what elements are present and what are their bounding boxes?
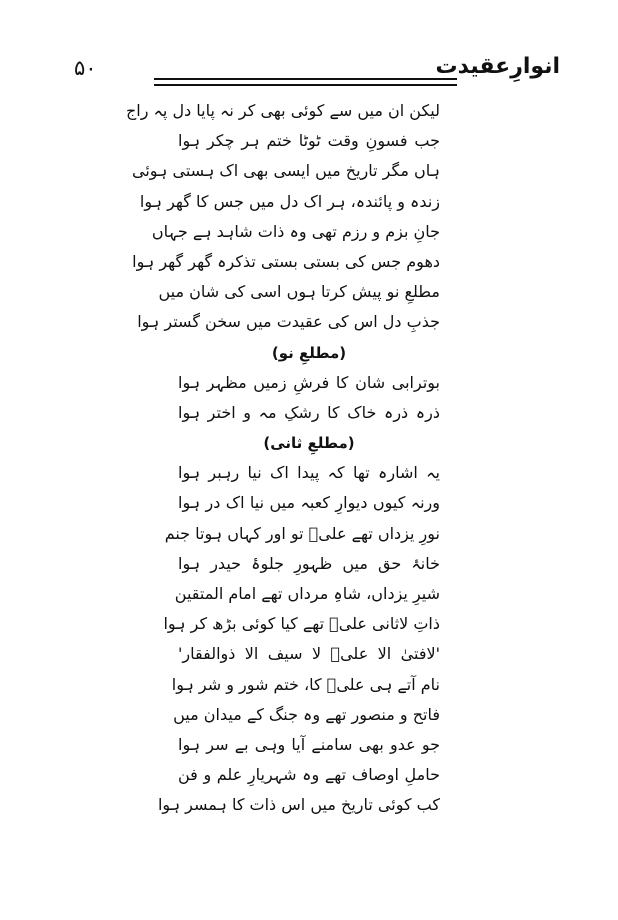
page-header [60,48,560,98]
poem-line: مطلعِ نو پیش کرتا ہوں اسی کی شان میں [158,282,440,302]
poem-line: جذبِ دل اس کی عقیدت میں سخن گستر ہوا [137,312,440,332]
poem-line: جانِ بزم و رزم تھی وہ ذات شاہد ہے جہاں [151,221,440,241]
poem-body [125,96,440,821]
poem-line: لیکن ان میں سے کوئی بھی کر نہ پایا دل پہ راج [125,101,440,120]
poem-line: ورنہ کیوں دیوارِ کعبہ میں نیا اک در ہوا [178,493,440,513]
poem-line: کب کوئی تاریخ میں اس ذات کا ہمسر ہوا [157,795,440,815]
poem-line: یہ اشارہ تھا کہ پیدا اک نیا رہبر ہوا [178,463,440,483]
poem-line: نام آتے ہی علیؑ کا، ختم شور و شر ہوا [171,674,440,694]
poem-line: فاتح و منصور تھے وہ جنگ کے میدان میں [173,704,440,724]
header-rule-top [154,78,457,80]
poem-line: زندہ و پائندہ، ہر اک دل میں جس کا گھر ہوا [139,191,440,211]
poem-line: نورِ یزداں تھے علیؑ تو اور کہاں ہوتا جنم [164,523,440,543]
poem-line: دھوم جس کی بستی بستی تذکرہ گھر گھر ہوا [132,251,440,271]
poem-line: 'لافتیٰ الا علیؑ لا سیف الا ذوالفقار' [178,644,440,664]
poem-line: ذاتِ لاثانی علیؑ تھے کیا کوئی بڑھ کر ہوا [163,614,440,634]
section-heading: (مطلعِ ثانی) [263,434,355,453]
book-title: انوارِعقیدت [435,54,560,79]
poem-line: جب فسونِ وقت ٹوٹا ختم ہر چکر ہوا [178,131,440,151]
poem-line: حاملِ اوصاف تھے وہ شہریارِ علم و فن [178,765,440,785]
poem-line: بوترابی شان کا فرشِ زمیں مظہر ہوا [178,372,440,392]
poem-line: شیرِ یزداں، شاہِ مرداں تھے امام المتقین [174,584,440,603]
section-heading: (مطلعِ نو) [271,343,347,362]
page-number: ۵۰ [74,56,97,80]
poem-line: جو عدو بھی سامنے آیا وہی بے سر ہوا [178,734,440,754]
poem-line: خانۂ حق میں ظہورِ جلوۂ حیدر ہوا [178,553,440,573]
header-rule-bottom [154,84,457,86]
poem-line: ہاں مگر تاریخ میں ایسی بھی اک ہستی ہوئی [131,161,440,181]
poem-line: ذرہ ذرہ خاک کا رشکِ مہ و اختر ہوا [178,402,440,422]
